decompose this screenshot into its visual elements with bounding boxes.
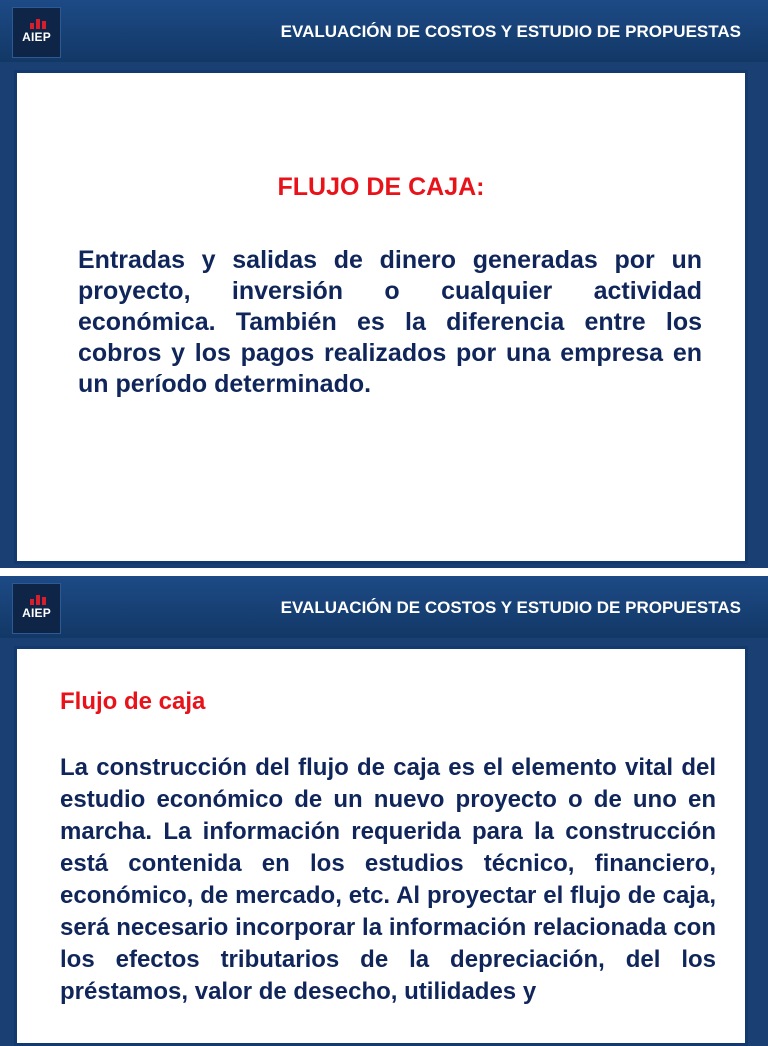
aiep-logo bbox=[13, 8, 60, 57]
slide-heading: FLUJO DE CAJA: bbox=[277, 173, 485, 201]
slide-heading: Flujo de caja bbox=[60, 688, 206, 715]
aiep-logo bbox=[13, 584, 60, 633]
logo-bars-icon bbox=[30, 595, 46, 605]
definition-text: Entradas y salidas de dinero generadas por un proyecto, inversión o cualquier actividad económica. También es la diferencia entre los cobros y los pagos realizados por una empresa en un período determinado. bbox=[78, 246, 702, 398]
logo-text: AIEP bbox=[22, 30, 51, 44]
logo-text: AIEP bbox=[22, 606, 51, 620]
content-panel bbox=[14, 70, 748, 564]
slide-header bbox=[0, 576, 768, 638]
body-text: La construcción del flujo de caja es el elemento vital del estudio económico de un nuevo proyecto o de uno en marcha. La información requerida para la construcción está contenida en los estudios técnico, financiero, económico, de mercado, etc. Al proyectar el flujo de caja, será necesario incorporar la información relacionada con los efectos tributarios de la depreciación, del los préstamos, valor de desecho, utilidades y bbox=[60, 754, 716, 1005]
content-panel bbox=[14, 646, 748, 1046]
logo-bars-icon bbox=[30, 19, 46, 29]
slide-separator bbox=[0, 568, 768, 576]
header-title: EVALUACIÓN DE COSTOS Y ESTUDIO DE PROPUESTAS bbox=[280, 22, 741, 41]
header-title: EVALUACIÓN DE COSTOS Y ESTUDIO DE PROPUESTAS bbox=[280, 598, 741, 617]
slide-header bbox=[0, 0, 768, 62]
slide-2 bbox=[0, 576, 768, 1036]
